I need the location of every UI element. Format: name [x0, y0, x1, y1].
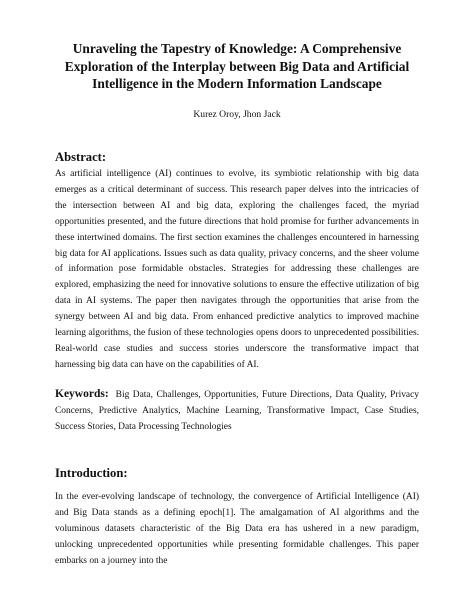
paper-authors: Kurez Oroy, Jhon Jack — [193, 109, 281, 120]
keywords-label: Keywords: — [55, 388, 109, 400]
abstract-heading: Abstract: — [55, 150, 107, 164]
keywords-block — [55, 387, 419, 436]
abstract-body: As artificial intelligence (AI) continues to evolve, its symbiotic relationship with big data emerges as a critical determinant of success. This research paper delves into the intricacies of the intersection between AI and big data, exploring the challenges faced, the myriad opportunities presented, and the future directions that hold promise for further advancements in these intertwined domains. The first section examines the challenges encountered in harnessing big data for AI applications. Issues such as data quality, privacy concerns, and the sheer volume of information pose formidable obstacles. Strategies for addressing these challenges are explored, emphasizing the need for innovative solutions to ensure the effective utilization of big data in AI systems. The paper then navigates through the opportunities that arise from the synergy between AI and big data. From enhanced predictive analytics to improved machine learning algorithms, the fusion of these technologies opens doors to unprecedented possibilities. Real-world case studies and success stories underscore the transformative impact that harnessing big data can have on the capabilities of AI. — [55, 169, 419, 370]
paper-title: Unraveling the Tapestry of Knowledge: A Comprehensive Exploration of the Interplay between Big Data and Artificial Intelligence in the Modern Information Landscape — [64, 41, 410, 91]
keywords-list: Big Data, Challenges, Opportunities, Future Directions, Data Quality, Privacy Concerns, Predictive Analytics, Machine Learning, Transformative Impact, Case Studies, Success Stories, Data Processing Technologies — [55, 390, 420, 432]
introduction-heading: Introduction: — [55, 466, 128, 480]
introduction-body: In the ever-evolving landscape of technology, the convergence of Artificial Intelligence (AI) and Big Data stands as a defining epoch[1]. The amalgamation of AI algorithms and the voluminous datasets characteristic of the Big Data era has ushered in a new paradigm, unlocking unprecedented opportunities while presenting formidable challenges. This paper embarks on a journey into the — [55, 492, 419, 566]
